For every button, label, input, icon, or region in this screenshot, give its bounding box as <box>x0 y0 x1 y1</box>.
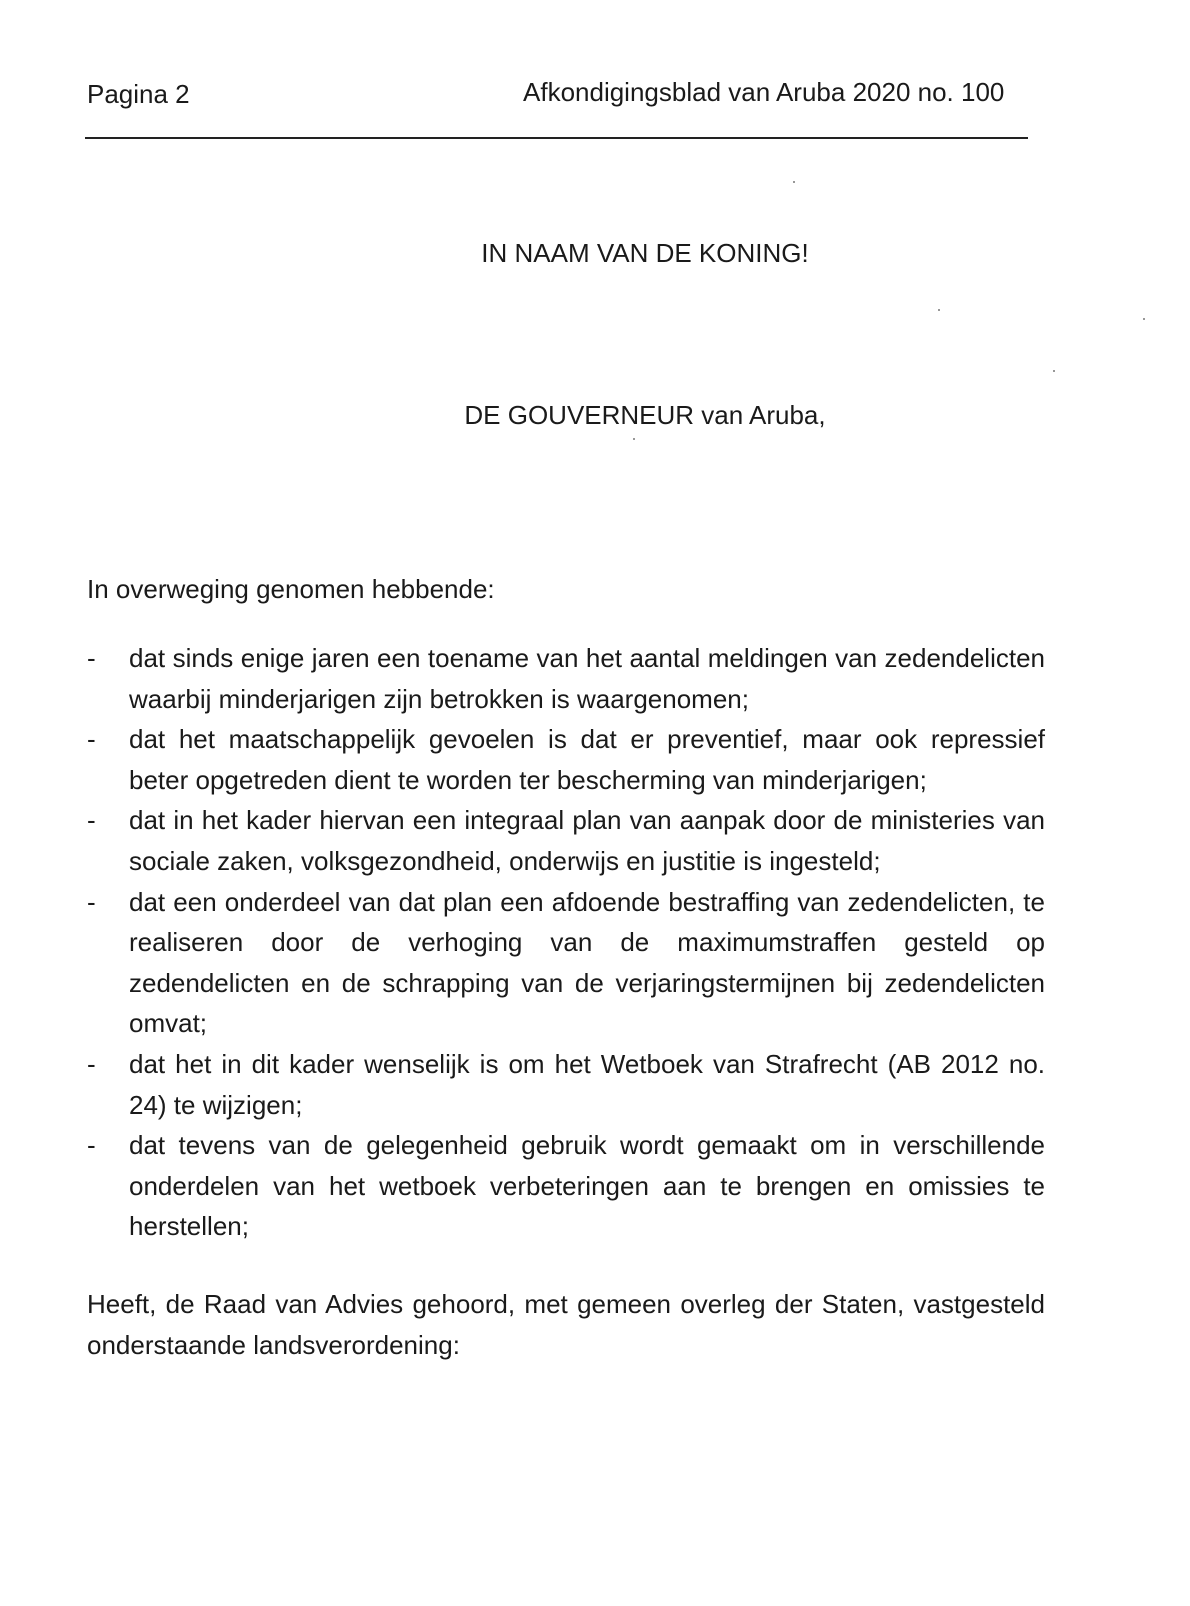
scan-speck <box>938 309 940 311</box>
considerations-list <box>87 638 1045 1247</box>
consideration-item <box>87 1125 1045 1247</box>
page-number: Pagina 2 <box>87 79 190 109</box>
list-dash: - <box>87 805 96 836</box>
scan-speck <box>1143 318 1145 320</box>
governor-heading: DE GOUVERNEUR van Aruba, <box>464 400 826 430</box>
scan-speck <box>633 438 635 440</box>
enactment-clause: Heeft, de Raad van Advies gehoord, met gemeen overleg der Staten, vastgesteld onderstaande landsverordening: <box>87 1289 1045 1360</box>
consideration-text: dat tevens van de gelegenheid gebruik wordt gemaakt om in verschillende onderdelen van het wetboek verbeteringen aan te brengen en omissies te herstellen; <box>129 1130 1045 1242</box>
list-dash: - <box>87 1048 96 1079</box>
publication-reference: Afkondigingsblad van Aruba 2020 no. 100 <box>523 77 1005 107</box>
consideration-text: dat het maatschappelijk gevoelen is dat er preventief, maar ook repressief beter opgetreden dient te worden ter bescherming van minderjarigen; <box>129 724 1045 795</box>
consideration-item <box>87 638 1045 719</box>
considerations-intro: In overweging genomen hebbende: <box>87 574 495 604</box>
consideration-item <box>87 800 1045 881</box>
consideration-text: dat sinds enige jaren een toename van het aantal meldingen van zedendelicten waarbij minderjarigen zijn betrokken is waargenomen; <box>129 643 1045 714</box>
proclamation-heading: IN NAAM VAN DE KONING! <box>481 238 809 268</box>
scan-speck <box>793 181 795 183</box>
header-divider <box>85 137 1028 139</box>
consideration-item <box>87 882 1045 1044</box>
consideration-item <box>87 1044 1045 1125</box>
consideration-item <box>87 719 1045 800</box>
list-dash: - <box>87 1130 96 1161</box>
list-dash: - <box>87 643 96 673</box>
list-dash: - <box>87 724 96 755</box>
scan-speck <box>1053 370 1055 372</box>
consideration-text: dat het in dit kader wenselijk is om het Wetboek van Strafrecht (AB 2012 no. 24) te wijzigen; <box>129 1048 1045 1120</box>
consideration-text: dat in het kader hiervan een integraal plan van aanpak door de ministeries van sociale zaken, volksgezondheid, onderwijs en justitie is ingesteld; <box>129 805 1045 876</box>
consideration-text: dat een onderdeel van dat plan een afdoende bestraffing van zedendelicten, te realiseren door de verhoging van de maximumstraffen gesteld op zedendelicten en de schrapping van de verjaringstermijnen bij zedendelicten omvat; <box>129 886 1045 1039</box>
list-dash: - <box>87 886 96 917</box>
